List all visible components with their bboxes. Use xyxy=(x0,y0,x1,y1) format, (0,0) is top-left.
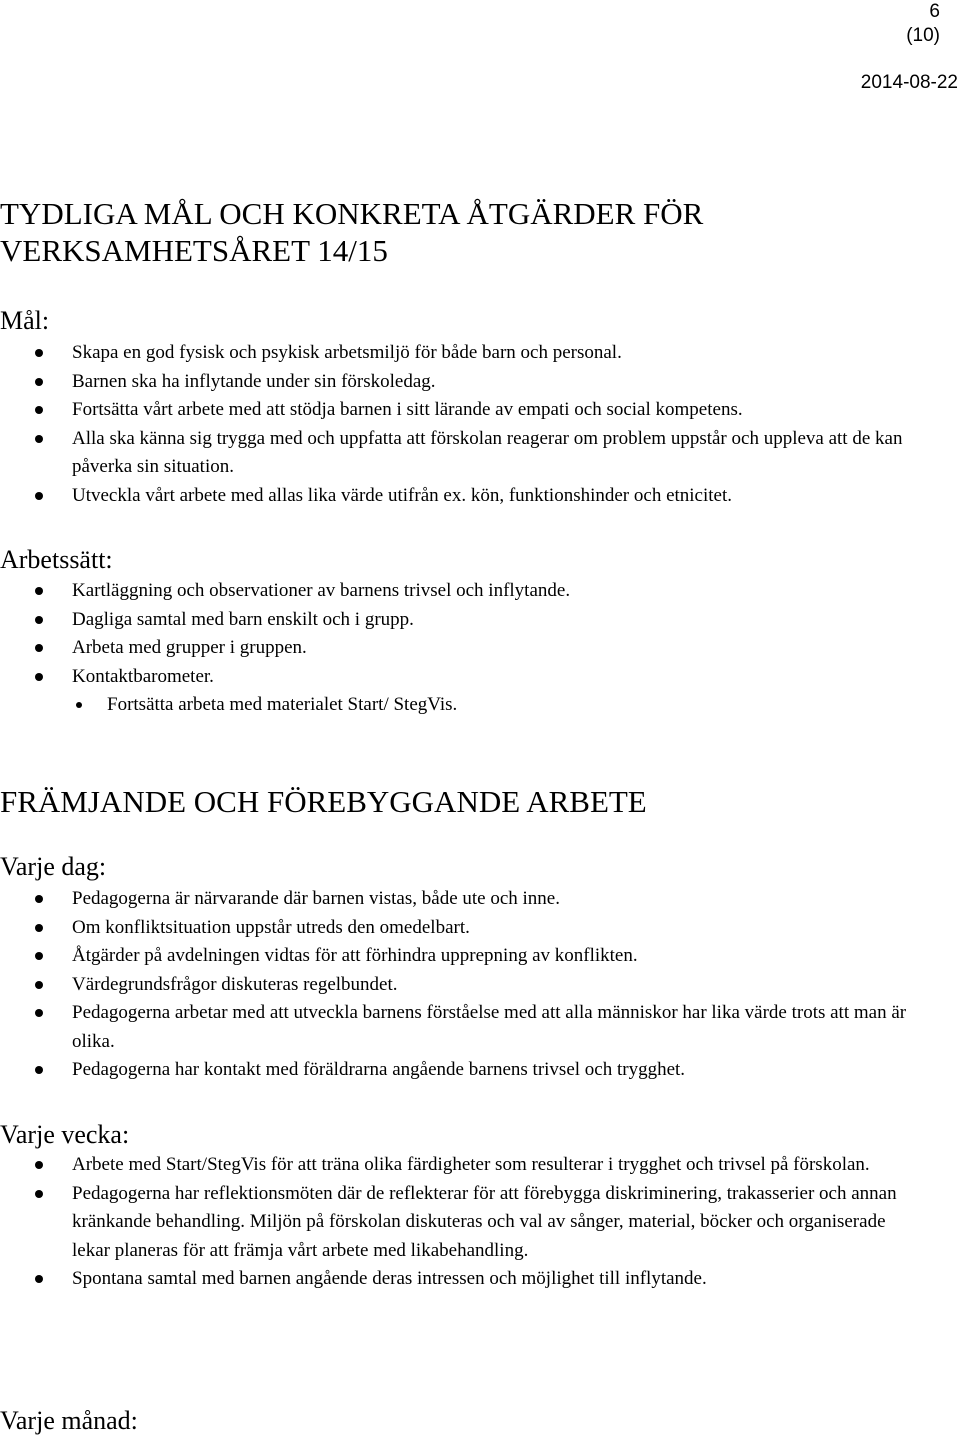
list-item: Utveckla vårt arbete med allas lika värde utifrån ex. kön, funktionshinder och etnicitet. xyxy=(0,482,912,511)
goals-heading: Mål: xyxy=(0,306,50,335)
bullet-icon xyxy=(35,952,43,960)
list-item: Arbete med Start/StegVis för att träna olika färdigheter som resulterar i trygghet och trivsel på förskolan. xyxy=(0,1151,922,1180)
daily-heading: Varje dag: xyxy=(0,852,107,881)
list-item: Pedagogerna har reflektionsmöten där de reflekterar för att förebygga diskriminering, trakasserier och annan kränkande behandling. Miljön på förskolan diskuteras och val av sånger, material, böcker och organiserade lekar planeras för att främja vårt arbete med likabehandling. xyxy=(0,1180,922,1266)
bullet-icon xyxy=(35,616,43,624)
list-item: Barnen ska ha inflytande under sin förskoledag. xyxy=(0,368,912,397)
bullet-icon xyxy=(35,895,43,903)
bullet-icon xyxy=(35,435,43,443)
list-item: Kartläggning och observationer av barnens trivsel och inflytande. xyxy=(0,577,570,606)
list-item: Skapa en god fysisk och psykisk arbetsmiljö för både barn och personal. xyxy=(0,339,912,368)
weekly-list xyxy=(0,1151,942,1294)
daily-list xyxy=(0,885,922,1085)
list-item: Fortsätta arbeta med materialet Start/ StegVis. xyxy=(0,691,570,720)
bullet-icon xyxy=(35,587,43,595)
section-title-line-2: VERKSAMHETSÅRET 14/15 xyxy=(0,233,388,268)
bullet-icon xyxy=(35,981,43,989)
bullet-icon xyxy=(35,1066,43,1074)
bullet-icon xyxy=(35,1161,43,1169)
list-item: Arbeta med grupper i gruppen. xyxy=(0,634,570,663)
bullet-icon xyxy=(35,924,43,932)
bullet-icon xyxy=(35,492,43,500)
list-item: Alla ska känna sig trygga med och uppfatta att förskolan reagerar om problem uppstår och uppleva att de kan påverka sin situation. xyxy=(0,425,912,482)
list-item: Åtgärder på avdelningen vidtas för att förhindra upprepning av konflikten. xyxy=(0,942,922,971)
bullet-icon xyxy=(35,644,43,652)
bullet-icon xyxy=(76,702,82,708)
list-item: Kontaktbarometer. xyxy=(0,663,570,692)
goals-list xyxy=(0,339,912,510)
list-item: Fortsätta vårt arbete med att stödja barnen i sitt lärande av empati och social kompetens. xyxy=(0,396,912,425)
methods-list xyxy=(0,577,570,720)
page-number-current: 6 xyxy=(929,1,940,22)
bullet-icon xyxy=(35,1009,43,1017)
methods-heading: Arbetssätt: xyxy=(0,545,113,574)
list-item: Pedagogerna är närvarande där barnen vistas, både ute och inne. xyxy=(0,885,922,914)
list-item: Pedagogerna arbetar med att utveckla barnens förståelse med att alla människor har lika värde trots att man är olika. xyxy=(0,999,922,1056)
monthly-heading: Varje månad: xyxy=(0,1406,138,1435)
bullet-icon xyxy=(35,1275,43,1283)
list-item: Spontana samtal med barnen angående deras intressen och möjlighet till inflytande. xyxy=(0,1265,942,1294)
weekly-heading: Varje vecka: xyxy=(0,1120,130,1149)
list-item: Pedagogerna har kontakt med föräldrarna angående barnens trivsel och trygghet. xyxy=(0,1056,922,1085)
bullet-icon xyxy=(35,378,43,386)
bullet-icon xyxy=(35,1190,43,1198)
list-item: Värdegrundsfrågor diskuteras regelbundet. xyxy=(0,971,922,1000)
list-item: Om konfliktsituation uppstår utreds den omedelbart. xyxy=(0,914,922,943)
document-date: 2014-08-22 xyxy=(860,72,958,93)
section-title-line-1: TYDLIGA MÅL OCH KONKRETA ÅTGÄRDER FÖR xyxy=(0,196,704,231)
section-title-goals xyxy=(0,195,703,269)
section-title-prevention: FRÄMJANDE OCH FÖREBYGGANDE ARBETE xyxy=(0,784,647,819)
bullet-icon xyxy=(35,349,43,357)
bullet-icon xyxy=(35,673,43,681)
list-item: Dagliga samtal med barn enskilt och i grupp. xyxy=(0,606,570,635)
page-number-total: (10) xyxy=(906,25,940,46)
bullet-icon xyxy=(35,406,43,414)
page-number xyxy=(906,0,940,48)
